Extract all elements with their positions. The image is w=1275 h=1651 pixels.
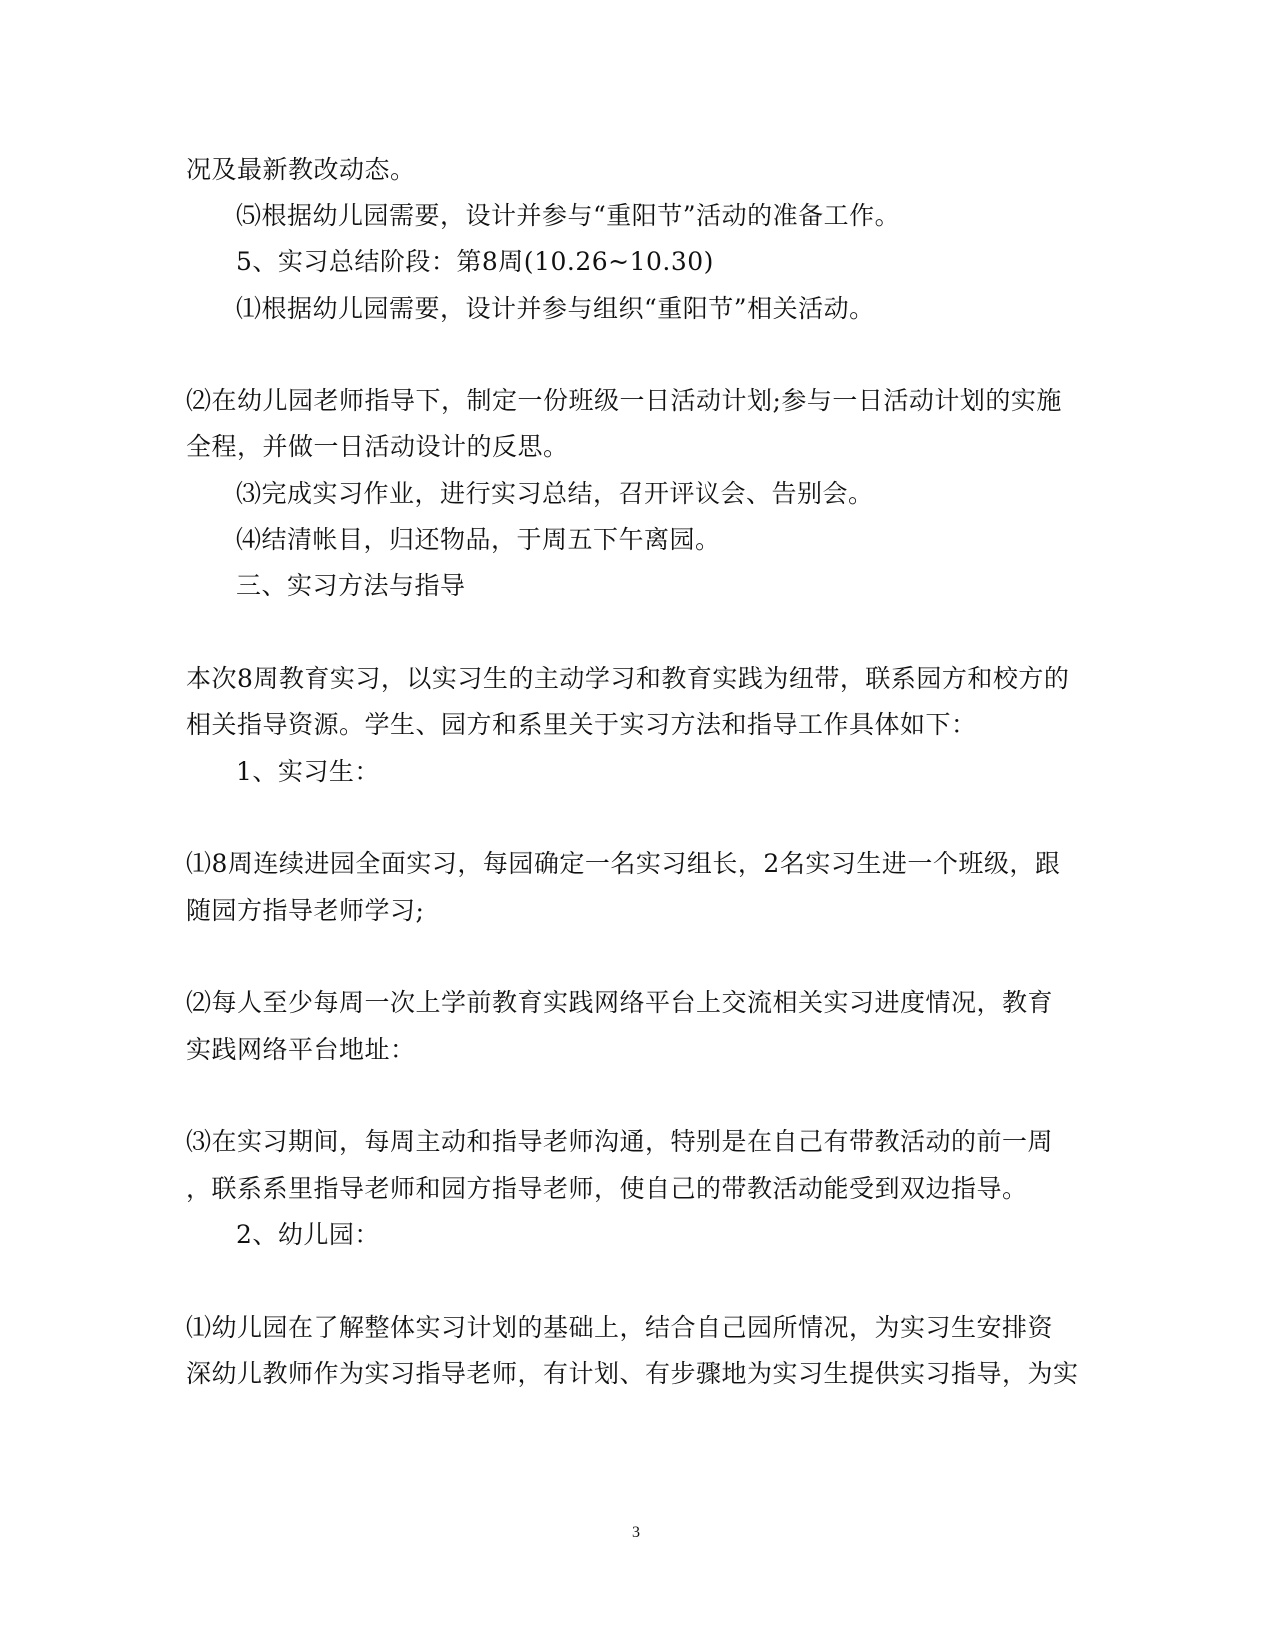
text-line: 实践网络平台地址：	[186, 1035, 416, 1064]
text-line: 全程，并做一日活动设计的反思。	[186, 432, 569, 461]
text-line: ⑶在实习期间，每周主动和指导老师沟通，特别是在自己有带教活动的前一周	[186, 1127, 1054, 1156]
text-line: ，联系系里指导老师和园方指导老师，使自己的带教活动能受到双边指导。	[186, 1174, 1028, 1203]
text-line: ⑴幼儿园在了解整体实习计划的基础上，结合自己园所情况，为实习生安排资	[186, 1313, 1054, 1342]
subsection-heading: 2、幼儿园：	[236, 1220, 380, 1249]
text-line: ⑷结清帐目，归还物品，于周五下午离园。	[236, 525, 721, 554]
text-line: ⑸根据幼儿园需要，设计并参与“重阳节”活动的准备工作。	[236, 201, 901, 230]
text-line: 相关指导资源。学生、园方和系里关于实习方法和指导工作具体如下：	[186, 710, 977, 739]
text-line: ⑴8周连续进园全面实习，每园确定一名实习组长，2名实习生进一个班级，跟	[186, 849, 1061, 878]
subsection-heading: 1、实习生：	[236, 757, 380, 786]
section-heading: 三、实习方法与指导	[236, 571, 466, 600]
text-line: ⑶完成实习作业，进行实习总结，召开评议会、告别会。	[236, 479, 874, 508]
text-line: ⑵在幼儿园老师指导下，制定一份班级一日活动计划;参与一日活动计划的实施	[186, 386, 1062, 415]
text-line: 深幼儿教师作为实习指导老师，有计划、有步骤地为实习生提供实习指导，为实	[186, 1359, 1079, 1388]
page-number: 3	[632, 1524, 640, 1541]
text-line: ⑵每人至少每周一次上学前教育实践网络平台上交流相关实习进度情况，教育	[186, 988, 1054, 1017]
text-line: 况及最新教改动态。	[186, 155, 416, 184]
text-line: 5、实习总结阶段：第8周(10.26~10.30)	[236, 247, 714, 276]
text-line: ⑴根据幼儿园需要，设计并参与组织“重阳节”相关活动。	[236, 294, 875, 323]
text-line: 随园方指导老师学习;	[186, 896, 425, 925]
text-line: 本次8周教育实习，以实习生的主动学习和教育实践为纽带，联系园方和校方的	[186, 664, 1070, 693]
